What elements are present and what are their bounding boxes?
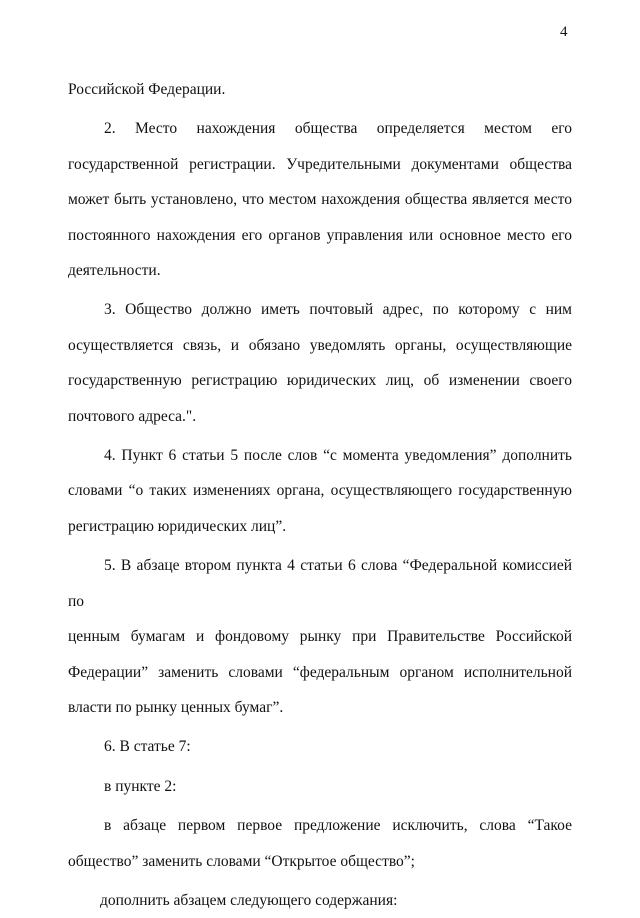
text-line: 6. В статье 7:	[104, 738, 191, 756]
text-line: власти по рынку ценных бумаг”.	[68, 698, 284, 716]
text-line: 2. Место нахождения общества определяется местом его	[104, 120, 572, 138]
page-number: 4	[560, 24, 568, 40]
text-line: словами “о таких изменениях органа, осуществляющего государственную	[68, 482, 572, 500]
text-line: 5. В абзаце втором пункта 4 статьи 6 слова “Федеральной комиссией по	[68, 557, 572, 610]
text-line: деятельности.	[68, 262, 161, 280]
text-line: 3. Общество должно иметь почтовый адрес, по которому с ним	[104, 301, 572, 319]
text-line: почтового адреса.".	[68, 407, 197, 425]
text-line: государственной регистрации. Учредительными документами общества	[68, 155, 572, 173]
text-line: в пункте 2:	[104, 777, 177, 795]
text-line: осуществляется связь, и обязано уведомлять органы, осуществляющие	[68, 336, 572, 354]
text-line: 4. Пункт 6 статьи 5 после слов “с момента уведомления” дополнить	[104, 447, 572, 465]
text-line: общество” заменить словами “Открытое общество”;	[68, 852, 415, 870]
text-line: Федерации” заменить словами “федеральным органом исполнительной	[68, 663, 572, 681]
text-line: Российской Федерации.	[68, 81, 226, 98]
document-body	[68, 72, 572, 918]
text-line: дополнить абзацем следующего содержания:	[100, 891, 398, 909]
text-line: ценным бумагам и фондовому рынку при Правительстве Российской	[68, 628, 572, 646]
text-line: постоянного нахождения его органов управления или основное место его	[68, 226, 572, 244]
text-line: в абзаце первом первое предложение исключить, слова “Такое	[104, 817, 572, 835]
text-line: государственную регистрацию юридических лиц, об изменении своего	[68, 372, 572, 390]
text-line: регистрацию юридических лиц”.	[68, 517, 287, 535]
text-line: может быть установлено, что местом нахождения общества является место	[68, 191, 572, 209]
